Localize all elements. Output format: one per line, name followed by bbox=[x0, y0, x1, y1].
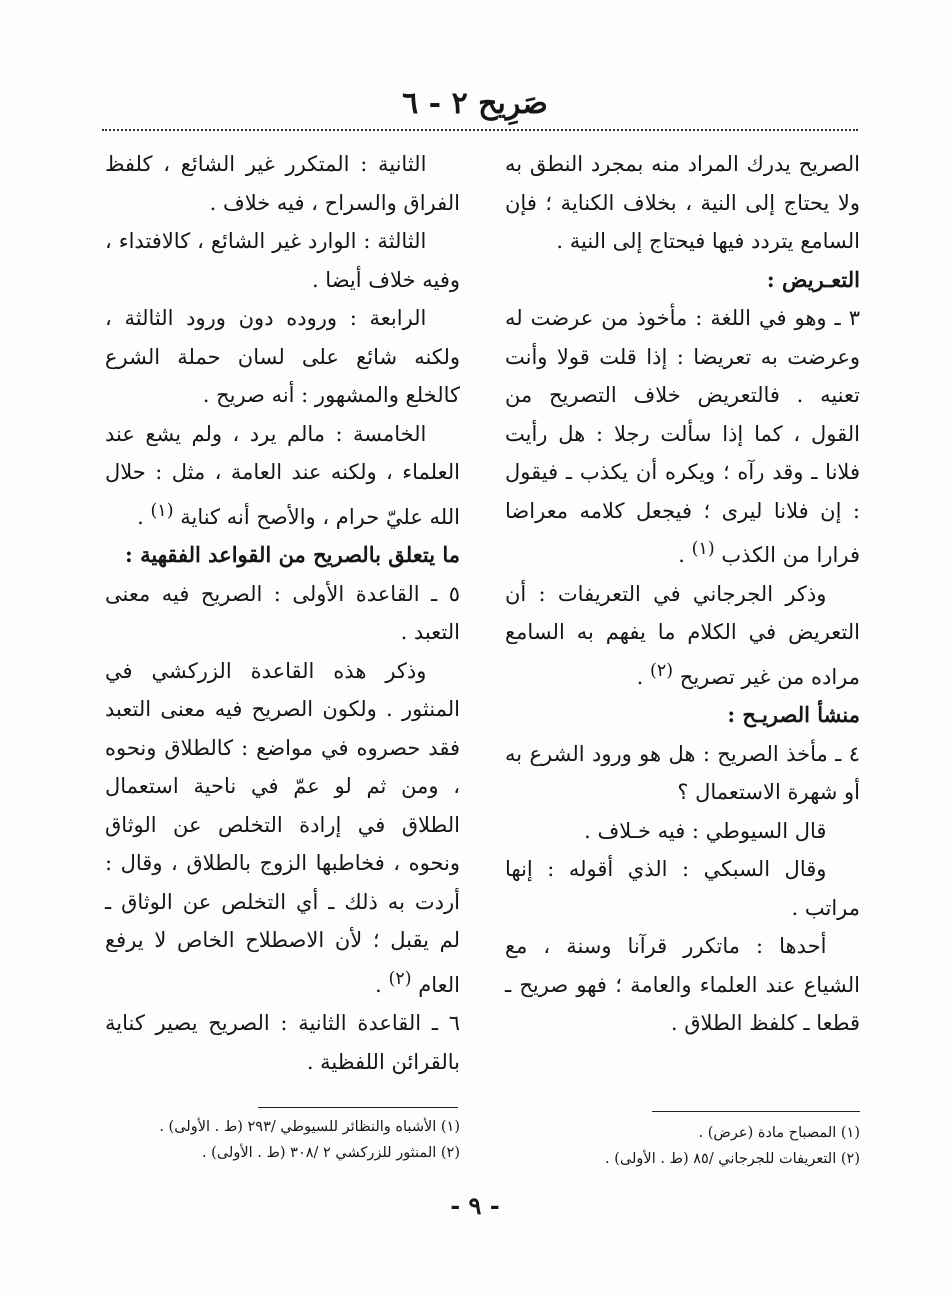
footnote: (١) المصباح مادة (عرض) . bbox=[698, 1125, 860, 1141]
paragraph: ٦ ـ القاعدة الثانية : الصريح يصير كناية بالقرائن اللفظية . bbox=[105, 1011, 460, 1074]
section-heading-qawaid: ما يتعلق بالصريح من القواعد الفقهية : bbox=[125, 542, 460, 567]
footnote: (١) الأشباه والنظائر للسيوطي /٢٩٣ (ط . الأولى) . bbox=[159, 1119, 460, 1135]
paragraph-text: الخامسة : مالم يرد ، ولم يشع عند العلماء ، ولكنه عند العامة ، مثل : حلال الله عليّ حرام ، والأصح أنه كناية bbox=[105, 421, 460, 529]
footnotes-left bbox=[105, 1114, 460, 1166]
footnote-ref: (١) bbox=[691, 539, 715, 559]
paragraph-text: وذكر هذه القاعدة الزركشي في المنثور . ولكون الصريح فيه معنى التعبد فقد حصروه في مواضع : كالطلاق ونحوه ، ومن ثم لو عمّ في ناحية استعمال الطلاق في إرادة التخلص عن الوثاق ونحوه ، فخاطبها الزوج بالطلاق ، وقال : أردت به ذلك ـ أي التخلص عن الوثاق ـ لم يقبل ؛ لأن الاصطلاح الخاص لا يرفع العام bbox=[105, 658, 460, 997]
footnote: (٢) التعريفات للجرجاني /٨٥ (ط . الأولى) . bbox=[605, 1151, 860, 1167]
paragraph: الخامسة : مالم يرد ، ولم يشع عند العلماء ، ولكنه عند العامة ، مثل : حلال الله عليّ حرام ، والأصح أنه كناية $^{(١)}$ . bbox=[105, 421, 460, 529]
footnote-rule-left bbox=[258, 1107, 458, 1108]
paragraph-text: وذكر الجرجاني في التعريفات : أن التعريض في الكلام ما يفهم به السامع مراده من غير تصريح bbox=[505, 581, 860, 689]
section-heading-mansha: منشأ الصريـح : bbox=[727, 702, 860, 727]
paragraph: الثالثة : الوارد غير الشائع ، كالافتداء ، وفيه خلاف أيضا . bbox=[105, 229, 460, 292]
paragraph: وذكر هذه القاعدة الزركشي في المنثور . ولكون الصريح فيه معنى التعبد فقد حصروه في مواضع : كالطلاق ونحوه ، ومن ثم لو عمّ في ناحية استعمال الطلاق في إرادة التخلص عن الوثاق ونحوه ، فخاطبها الزوج بالطلاق ، وقال : أردت به ذلك ـ أي التخلص عن الوثاق ـ لم يقبل ؛ لأن الاصطلاح الخاص لا يرفع العام $^{(٢)}$ . bbox=[105, 658, 460, 997]
paragraph: وذكر الجرجاني في التعريفات : أن التعريض في الكلام ما يفهم به السامع مراده من غير تصريح $^{(٢)}$ . bbox=[505, 581, 860, 689]
footnote-ref: (٢) bbox=[650, 660, 674, 681]
footnote-ref: (٢) bbox=[388, 968, 412, 989]
paragraph: ٤ ـ مأخذ الصريح : هل هو ورود الشرع به أو شهرة الاستعمال ؟ bbox=[505, 741, 860, 804]
section-heading-taarid: التعـريض : bbox=[766, 266, 860, 292]
footnote: (٢) المنثور للزركشي ٢ /٣٠٨ (ط . الأولى) . bbox=[201, 1145, 460, 1161]
page-number: - ٩ - bbox=[450, 1191, 500, 1220]
paragraph: ٥ ـ القاعدة الأولى : الصريح فيه معنى التعبد . bbox=[105, 581, 460, 644]
paragraph: الصريح يدرك المراد منه بمجرد النطق به ولا يحتاج إلى النية ، بخلاف الكناية ؛ فإن السامع يتردد فيها فيحتاج إلى النية . bbox=[505, 152, 860, 253]
left-column bbox=[105, 145, 460, 1081]
paragraph: قال السيوطي : فيه خـلاف . bbox=[584, 818, 827, 843]
footnotes-right bbox=[505, 1120, 860, 1172]
paragraph: أحدها : ماتكرر قرآنا وسنة ، مع الشياع عند العلماء والعامة ؛ فهو صريح ـ قطعا ـ كلفظ الطلاق . bbox=[505, 934, 860, 1035]
footnote-ref: (١) bbox=[150, 500, 174, 521]
paragraph: ٣ ـ وهو في اللغة : مأخوذ من عرضت له وعرضت به تعريضا : إذا قلت قولا وأنت تعنيه . فالتعريض خلاف التصريح من القول ، كما إذا سألت رجلا : هل رأيت فلانا ـ وقد رآه ؛ ويكره أن يكذب ـ فيقول : إن فلانا ليرى ؛ فيجعل كلامه معراضا فرارا من الكذب $^{(١)}$ . bbox=[505, 306, 860, 567]
paragraph-text: ٣ ـ وهو في اللغة : مأخوذ من عرضت له وعرضت به تعريضا : إذا قلت قولا وأنت تعنيه . فالتعريض خلاف التصريح من القول ، كما إذا سألت رجلا : هل رأيت فلانا ـ وقد رآه ؛ ويكره أن يكذب ـ فيقول : إن فلانا ليرى ؛ فيجعل كلامه معراضا فرارا من الكذب bbox=[505, 306, 860, 567]
paragraph: وقال السبكي : الذي أقوله : إنها مراتب . bbox=[505, 857, 860, 920]
footnote-rule-right bbox=[652, 1111, 860, 1112]
paragraph: الثانية : المتكرر غير الشائع ، كلفظ الفراق والسراح ، فيه خلاف . bbox=[105, 152, 460, 215]
page-header-title: صَرِيح ٢ - ٦ bbox=[402, 86, 548, 121]
paragraph: الرابعة : وروده دون ورود الثالثة ، ولكنه شائع على لسان حملة الشرع كالخلع والمشهور : أنه صريح . bbox=[105, 306, 460, 407]
header-dotted-rule bbox=[102, 129, 858, 131]
right-column bbox=[505, 145, 860, 1043]
